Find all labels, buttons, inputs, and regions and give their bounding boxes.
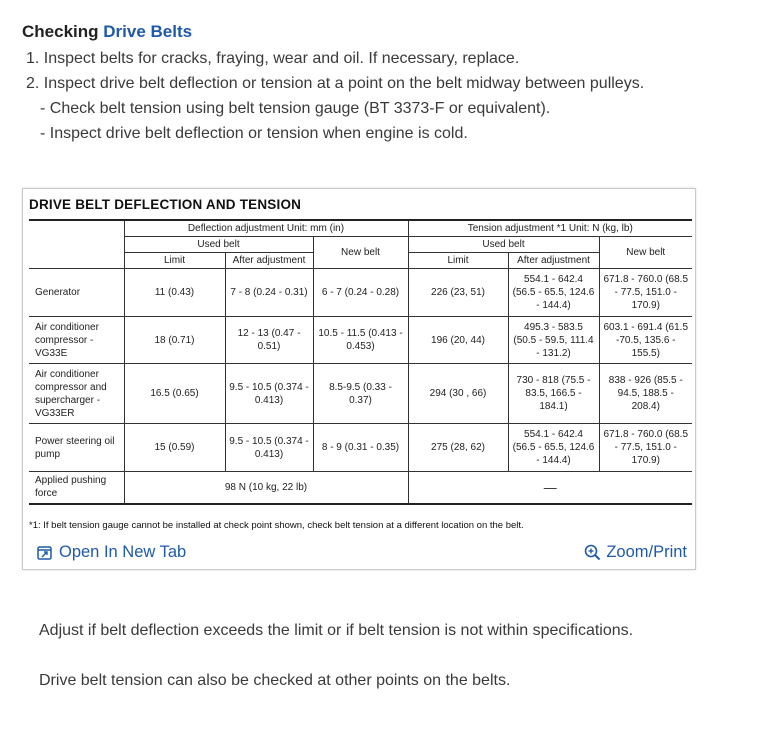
zoom-print-link[interactable] [584, 543, 687, 562]
cell: 7 - 8 (0.24 - 0.31) [225, 269, 313, 317]
cell: 495.3 - 583.5 (50.5 - 59.5, 111.4 - 131.2) [508, 317, 599, 364]
cell: 838 - 926 (85.5 - 94.5, 188.5 - 208.4) [599, 364, 692, 424]
heading-highlight: Drive Belts [103, 22, 193, 41]
row-label: Air conditioner compressor - VG33E [29, 317, 124, 364]
header-used-belt-deflection: Used belt [124, 237, 313, 253]
cell: 554.1 - 642.4 (56.5 - 65.5, 124.6 - 144.4) [508, 269, 599, 317]
header-limit-deflection: Limit [124, 253, 225, 269]
cell: 294 (30 , 66) [408, 364, 508, 424]
cell: 11 (0.43) [124, 269, 225, 317]
cell: 8 - 9 (0.31 - 0.35) [313, 424, 408, 472]
drive-belt-spec-table [29, 219, 692, 505]
cell: 603.1 - 691.4 (61.5 -70.5, 135.6 - 155.5) [599, 317, 692, 364]
table-row [29, 364, 692, 424]
step-2-sub-2: - Inspect drive belt deflection or tension when engine is cold. [40, 125, 468, 142]
cell: 98 N (10 kg, 22 lb) [124, 472, 408, 504]
heading-prefix: Checking [22, 22, 104, 41]
section-heading [22, 22, 192, 42]
inspection-steps [26, 46, 644, 146]
cell: 15 (0.59) [124, 424, 225, 472]
cell: 671.8 - 760.0 (68.5 - 77.5, 151.0 - 170.9) [599, 269, 692, 317]
open-new-tab-icon [37, 546, 52, 560]
cell: 6 - 7 (0.24 - 0.28) [313, 269, 408, 317]
cell: 275 (28, 62) [408, 424, 508, 472]
cell: 554.1 - 642.4 (56.5 - 65.5, 124.6 - 144.4) [508, 424, 599, 472]
header-row-2 [29, 237, 692, 253]
table-row [29, 317, 692, 364]
header-limit-tension: Limit [408, 253, 508, 269]
cell: 226 (23, 51) [408, 269, 508, 317]
header-after-tension: After adjustment [508, 253, 599, 269]
zoom-print-label: Zoom/Print [606, 543, 687, 561]
row-label: Power steering oil pump [29, 424, 124, 472]
cell: 18 (0.71) [124, 317, 225, 364]
adjust-paragraph: Adjust if belt deflection exceeds the limit or if belt tension is not within specifications. [39, 622, 634, 639]
table-row [29, 424, 692, 472]
cell: — [408, 472, 692, 504]
cell: 16.5 (0.65) [124, 364, 225, 424]
table-footnote: *1: If belt tension gauge cannot be installed at check point shown, check belt tension at a different location on the belt. [29, 520, 524, 531]
header-blank [29, 220, 124, 269]
header-after-deflection: After adjustment [225, 253, 313, 269]
row-label: Applied pushing force [35, 475, 107, 500]
header-new-belt-tension: New belt [599, 237, 692, 269]
step-2: 2. Inspect drive belt deflection or tension at a point on the belt midway between pulleys. [26, 75, 645, 92]
step-2-sub-1: - Check belt tension using belt tension gauge (BT 3373-F or equivalent). [40, 100, 551, 117]
open-in-new-tab-link[interactable] [37, 543, 186, 562]
header-row-1 [29, 220, 692, 237]
row-label: Air conditioner compressor and supercharger - VG33ER [29, 364, 124, 424]
cell: 9.5 - 10.5 (0.374 - 0.413) [225, 364, 313, 424]
row-label: Generator [29, 269, 124, 317]
figure-links [23, 539, 695, 567]
tension-note-paragraph: Drive belt tension can also be checked at other points on the belts. [39, 672, 511, 689]
table-row [29, 269, 692, 317]
spec-table-figure [22, 188, 696, 570]
cell: 8.5-9.5 (0.33 - 0.37) [313, 364, 408, 424]
header-new-belt-deflection: New belt [313, 237, 408, 269]
header-used-belt-tension: Used belt [408, 237, 599, 253]
open-in-new-tab-label: Open In New Tab [59, 543, 187, 561]
table-title: DRIVE BELT DEFLECTION AND TENSION [29, 197, 302, 212]
zoom-in-icon [584, 544, 601, 561]
cell: 10.5 - 11.5 (0.413 - 0.453) [313, 317, 408, 364]
header-deflection: Deflection adjustment Unit: mm (in) [124, 220, 408, 237]
step-1: 1. Inspect belts for cracks, fraying, wear and oil. If necessary, replace. [26, 50, 520, 67]
cell: 730 - 818 (75.5 - 83.5, 166.5 - 184.1) [508, 364, 599, 424]
header-tension: Tension adjustment *1 Unit: N (kg, lb) [408, 220, 692, 237]
cell: 671.8 - 760.0 (68.5 - 77.5, 151.0 - 170.9) [599, 424, 692, 472]
cell: 196 (20, 44) [408, 317, 508, 364]
cell: 9.5 - 10.5 (0.374 - 0.413) [225, 424, 313, 472]
table-row-pushing-force [29, 472, 692, 504]
cell: 12 - 13 (0.47 - 0.51) [225, 317, 313, 364]
